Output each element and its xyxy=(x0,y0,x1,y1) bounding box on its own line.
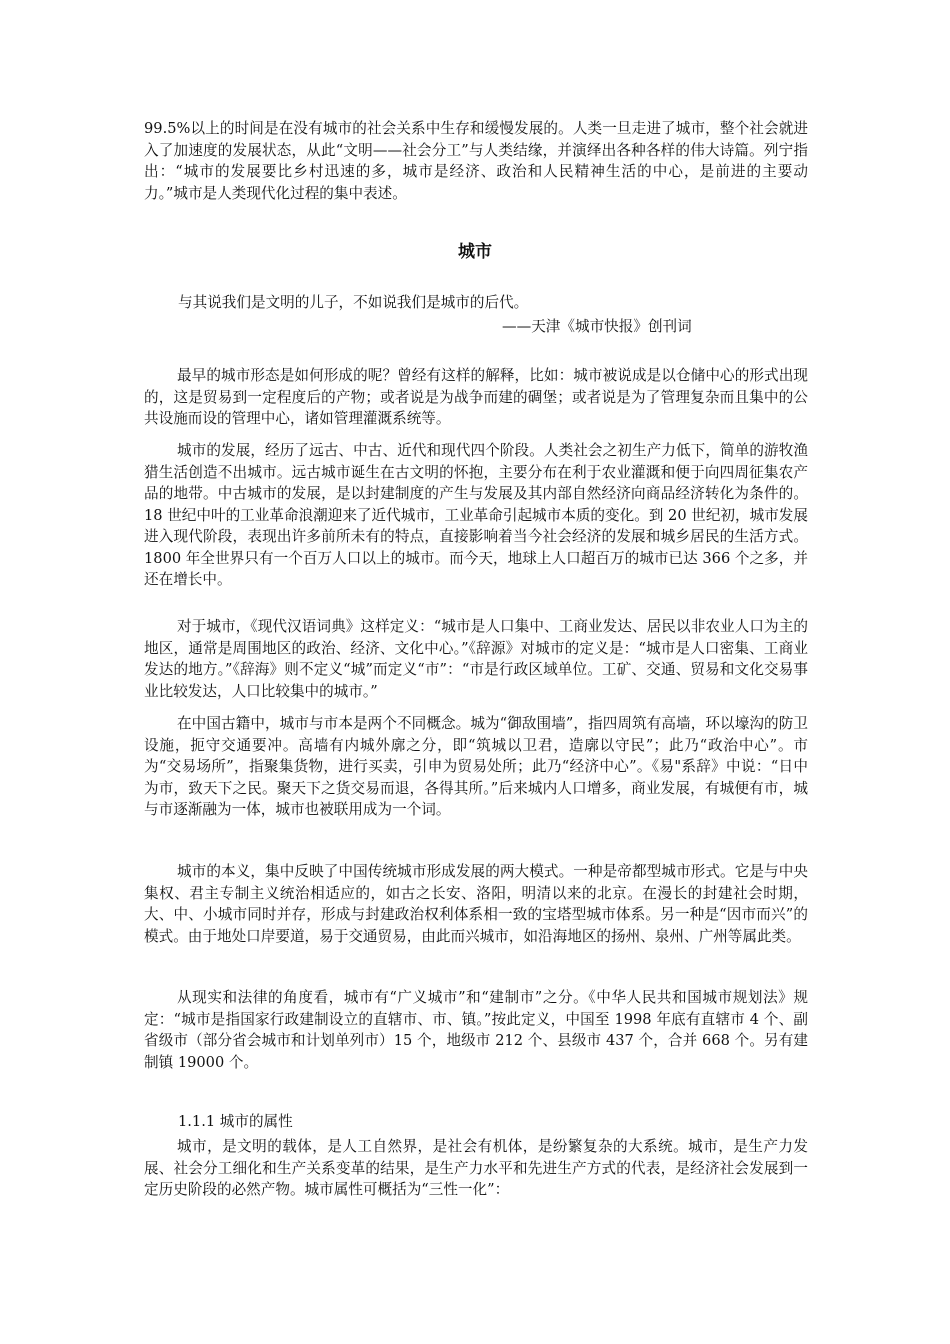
paragraph-definitions: 对于城市，《现代汉语词典》这样定义：“城市是人口集中、工商业发达、居民以非农业人口为主的地区，通常是周围地区的政治、经济、文化中心。”《辞源》对城市的定义是：“城市是人口密集、工商业发达的地方。”《辞海》则不定义“城”而定义“市”：“市是行政区域单位。工矿、交通、贸易和文化交易事业比较发达，人口比较集中的城市。” xyxy=(144,618,808,700)
paragraph-ancient-concepts: 在中国古籍中，城市与市本是两个不同概念。城为“御敌围墙”，指四周筑有高墙，环以壕沟的防卫设施，扼守交通要冲。高墙有内城外廓之分，即“筑城以卫君，造廓以守民”；此乃“政治中心”。市为“交易场所”，指聚集货物，进行买卖，引申为贸易处所；此乃“经济中心”。《易"系辞》中说：“日中为市，致天下之民。聚天下之货交易而退，各得其所。”后来城内人口增多，商业发展，有城便有市，城与市逐渐融为一体，城市也被联用成为一个词。 xyxy=(144,715,808,818)
epigraph-attribution: ——天津《城市快报》创刊词 xyxy=(502,318,692,335)
paragraph-legal-definition: 从现实和法律的角度看，城市有“广义城市”和“建制市”之分。《中华人民共和国城市规划法》规定：“城市是指国家行政建制设立的直辖市、市、镇。”按此定义，中国至 1998 年底有直辖市 4 个、副省级市（部分省会城市和计划单列市）15 个，地级市 212 个、县级市 437 个，合并 668 个。另有建制镇 19000 个。 xyxy=(144,989,808,1071)
paragraph-development: 城市的发展，经历了远古、中古、近代和现代四个阶段。人类社会之初生产力低下，简单的游牧渔猎生活创造不出城市。远古城市诞生在古文明的怀抱，主要分布在利于农业灌溉和便于向四周征集农产品的地带。中古城市的发展，是以封建制度的产生与发展及其内部自然经济向商品经济转化为条件的。18 世纪中叶的工业革命浪潮迎来了近代城市，工业革命引起城市本质的变化。到 20 世纪初，城市发展进入现代阶段，表现出许多前所未有的特点，直接影响着当今社会经济的发展和城乡居民的生活方式。1800 年全世界只有一个百万人口以上的城市。而今天，地球上人口超百万的城市已达 366 个之多，并还在增长中。 xyxy=(144,442,808,588)
section-title: 城市 xyxy=(458,242,492,262)
subsection-title: 1.1.1 城市的属性 xyxy=(178,1113,293,1130)
epigraph-quote: 与其说我们是文明的儿子，不如说我们是城市的后代。 xyxy=(178,294,529,311)
subsection-paragraph: 城市，是文明的载体，是人工自然界，是社会有机体，是纷繁复杂的大系统。城市，是生产力发展、社会分工细化和生产关系变革的结果，是生产力水平和先进生产方式的代表，是经济社会发展到一定历史阶段的必然产物。城市属性可概括为“三性一化”： xyxy=(144,1138,808,1198)
paragraph-two-models: 城市的本义，集中反映了中国传统城市形成发展的两大模式。一种是帝都型城市形式。它是与中央集权、君主专制主义统治相适应的，如古之长安、洛阳，明清以来的北京。在漫长的封建社会时期，大、中、小城市同时并存，形成与封建政治权利体系相一致的宝塔型城市体系。另一种是“因市而兴”的模式。由于地处口岸要道，易于交通贸易，由此而兴城市，如沿海地区的扬州、泉州、广州等属此类。 xyxy=(144,863,808,945)
paragraph-origin: 最早的城市形态是如何形成的呢？曾经有这样的解释，比如：城市被说成是以仓储中心的形式出现的，这是贸易到一定程度后的产物；或者说是为战争而建的碉堡；或者说是为了管理复杂而且集中的公共设施而设的管理中心，诸如管理灌溉系统等。 xyxy=(144,367,808,427)
intro-paragraph: 99.5%以上的时间是在没有城市的社会关系中生存和缓慢发展的。人类一旦走进了城市，整个社会就进入了加速度的发展状态，从此“文明——社会分工”与人类结缘，并演绎出各种各样的伟大诗篇。列宁指出：“城市的发展要比乡村迅速的多，城市是经济、政治和人民精神生活的中心，是前进的主要动力。”城市是人类现代化过程的集中表述。 xyxy=(144,120,808,202)
